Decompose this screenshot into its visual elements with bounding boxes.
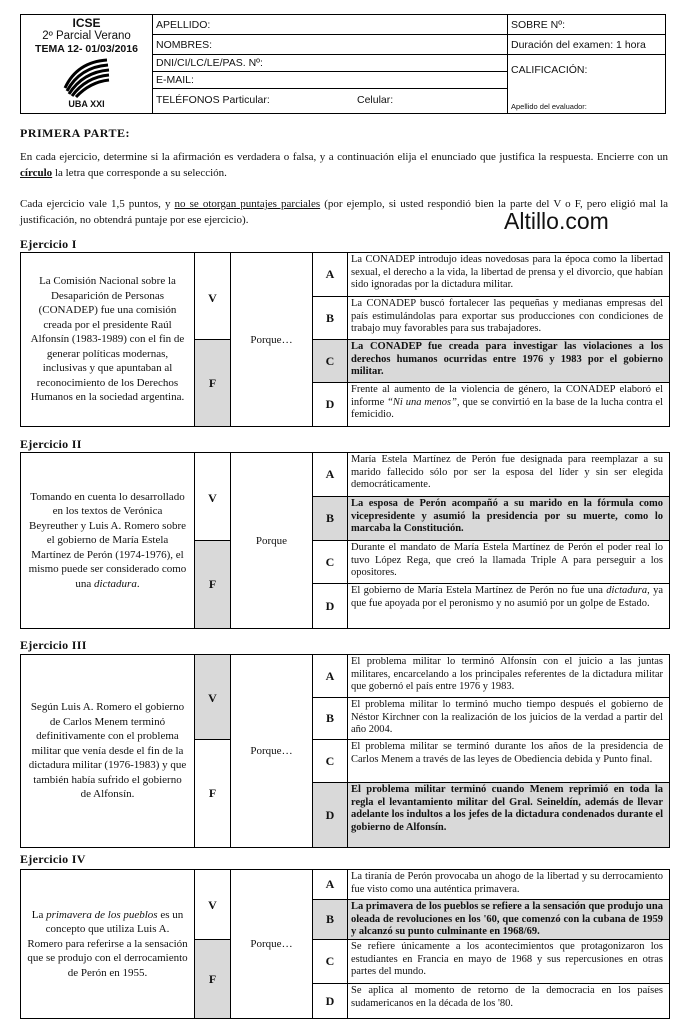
scoring-underline: no se otorgan puntajes parciales: [174, 198, 321, 210]
option-letter[interactable]: C: [313, 940, 348, 983]
option-text: [347, 383, 669, 426]
exam-tema: TEMA 12- 01/03/2016: [35, 43, 138, 55]
duracion-label: Duración del examen: 1 hora: [511, 39, 646, 51]
exercise-2-option-a[interactable]: [313, 453, 669, 497]
sobre-field[interactable]: [507, 15, 665, 35]
nombres-label: NOMBRES:: [156, 39, 213, 51]
option-text: La esposa de Perón acompañó a su marido en la fórmula como vicepresidente y asumió la presidencia por su muerte, como lo marcaba la Constitución.: [351, 498, 663, 534]
option-text: [347, 584, 669, 628]
option-text-part: El gobierno de María Estela Martínez de Perón no fue una: [351, 585, 607, 596]
exercise-3-option-b[interactable]: [313, 698, 669, 740]
option-text: María Estela Martínez de Perón fue designada para reemplazar a su marido fallecido sólo por ser la esposa del líder y sin ser elegida democráticamente.: [351, 454, 663, 490]
exercise-1-option-c[interactable]: [313, 340, 669, 383]
exercise-3-option-d[interactable]: [313, 783, 669, 847]
uba-logo-icon: [63, 58, 111, 98]
exercise-1-false-option[interactable]: F: [195, 340, 231, 426]
exam-info-fields: [507, 15, 665, 113]
exercise-3-true-option[interactable]: V: [195, 655, 231, 740]
celular-label: Celular:: [357, 94, 394, 106]
apellido-field[interactable]: [152, 15, 507, 35]
option-text-part: Frente al aumento de la violencia de género, la CONADEP elaboró el informe: [351, 384, 663, 408]
exercise-1-porque: Porque…: [231, 253, 313, 426]
option-letter[interactable]: D: [313, 584, 348, 628]
option-letter[interactable]: B: [313, 698, 348, 739]
exercise-2-option-b[interactable]: [313, 497, 669, 541]
option-letter[interactable]: A: [313, 870, 348, 899]
telefonos-field[interactable]: [152, 89, 507, 113]
option-letter[interactable]: A: [313, 253, 348, 296]
option-text: La CONADEP fue creada para investigar las violaciones a los derechos humanos ocurridas entre 1976 y 1983 por el gobierno militar.: [351, 341, 663, 377]
option-letter[interactable]: B: [313, 900, 348, 939]
exercise-1-option-b[interactable]: [313, 297, 669, 340]
dni-field[interactable]: [152, 55, 507, 72]
statement-part: Tomando en cuenta lo desarrollado en los textos de Verónica Beyreuther y Luis A. Romero sobre el gobierno de María Estela Martínez de Perón (1974-1976), el mismo puede ser considerado como una: [28, 490, 187, 590]
exercise-2-false-option[interactable]: F: [195, 541, 231, 628]
telefonos-label: TELÉFONOS Particular:: [156, 94, 270, 106]
scoring-text-2: (por ejemplo, si usted respondió bien la parte del V o F, pero eligió mal la justificación, no obtendrá puntaje por ese ejercicio).: [20, 198, 669, 226]
exercise-3-option-a[interactable]: [313, 655, 669, 698]
option-letter[interactable]: C: [313, 740, 348, 782]
exercise-4-statement: [21, 870, 195, 1018]
exercise-2-block: [20, 452, 670, 629]
exercise-1-true-option[interactable]: V: [195, 253, 231, 340]
exercise-3-option-c[interactable]: [313, 740, 669, 783]
exercise-4-true-option[interactable]: V: [195, 870, 231, 940]
option-letter[interactable]: A: [313, 655, 348, 697]
exercise-4-option-b[interactable]: [313, 900, 669, 940]
option-text: La CONADEP introdujo ideas novedosas para la época como la libertad sexual, el derecho a la vida, la libertad de prensa y el divorcio, que habían sido ignoradas por la dictadura militar.: [351, 254, 663, 290]
apellido-label: APELLIDO:: [156, 19, 211, 31]
option-text: El problema militar lo terminó Alfonsín con el juicio a las juntas militares, encarcelando a los principales referentes de la dictadura militar que gobernó el país entre 1976 y 1983.: [351, 656, 663, 692]
statement-part: La: [31, 908, 47, 921]
email-field[interactable]: [152, 72, 507, 89]
section-title: PRIMERA PARTE:: [20, 126, 131, 140]
option-letter[interactable]: D: [313, 383, 348, 426]
exercise-3-porque: Porque…: [231, 655, 313, 847]
exercise-3-false-option[interactable]: F: [195, 740, 231, 847]
exam-period: 2º Parcial Verano: [42, 30, 131, 42]
instructions-underline-1: círculo: [20, 167, 53, 179]
exercise-4-false-option[interactable]: F: [195, 940, 231, 1018]
duracion-field: [507, 35, 665, 55]
exercise-4-option-a[interactable]: [313, 870, 669, 900]
exercise-2-title: Ejercicio II: [20, 437, 82, 451]
email-label: E-MAIL:: [156, 74, 194, 86]
statement-part: es un concepto que utiliza Luis A. Romero para referirse a la sensación que se produjo con el derrocamiento de Perón en 1955.: [27, 908, 188, 979]
option-letter[interactable]: B: [313, 297, 348, 339]
option-text: Se refiere únicamente a los acontecimientos que protagonizaron los estudiantes en Francia en mayo de 1968 y sus repercusiones en otras partes del mundo.: [351, 941, 663, 977]
exercise-2-statement: [21, 453, 195, 628]
exercise-4-option-c[interactable]: [313, 940, 669, 984]
exercise-3-title: Ejercicio III: [20, 638, 87, 652]
exercise-2-option-d[interactable]: [313, 584, 669, 628]
option-text: Durante el mandato de María Estela Martínez de Perón el poder real lo tuvo López Rega, que creó la llamada Triple A para perseguir a los opositores.: [351, 542, 663, 578]
exercise-2-porque: Porque: [231, 453, 313, 628]
option-text: El problema militar terminó cuando Menem reprimió en toda la regla el levantamiento militar del Gral. Seineldín, además de llevar adelante los indultos a los jefes de la dictadura condenados durante el gobierno de Alfonsín.: [351, 784, 663, 833]
exercise-4-option-d[interactable]: [313, 984, 669, 1018]
exercise-4-block: [20, 869, 670, 1019]
student-fields: [152, 15, 508, 113]
sobre-label: SOBRE Nº:: [511, 19, 566, 31]
dni-label: DNI/CI/LC/LE/PAS. Nº:: [156, 57, 263, 69]
option-text: El problema militar se terminó durante los años de la presidencia de Carlos Menem a través de las leyes de Obediencia debida y Punto final.: [351, 741, 663, 765]
exercise-3-statement: Según Luis A. Romero el gobierno de Carlos Menem terminó definitivamente con el problema militar que venía desde el fin de la dictadura militar (1976-1983) y que también había sufrido el gobierno de Alfonsín.: [21, 655, 195, 847]
option-letter[interactable]: D: [313, 783, 348, 847]
option-text: Se aplica al momento de retorno de la democracia en los países sudamericanos en la década de los '80.: [351, 985, 663, 1009]
exercise-1-title: Ejercicio I: [20, 237, 77, 251]
option-text-italic: dictadura: [606, 585, 648, 596]
calificacion-field[interactable]: [507, 55, 665, 113]
institution-name: ICSE: [72, 16, 101, 30]
scoring-text-1: Cada ejercicio vale 1,5 puntos, y: [20, 198, 175, 210]
statement-italic: primavera de los pueblos: [46, 908, 158, 921]
exercise-4-porque: Porque…: [231, 870, 313, 1018]
exam-header: [20, 14, 666, 114]
option-letter[interactable]: C: [313, 541, 348, 583]
option-letter[interactable]: A: [313, 453, 348, 496]
option-text: La CONADEP buscó fortalecer las pequeñas y medianas empresas del país estimulándolas para exportar sus producciones con condiciones de trabajo muy favorables para sus trabajadores.: [351, 298, 663, 334]
option-letter[interactable]: D: [313, 984, 348, 1018]
option-text-italic: “Ni una menos”: [387, 396, 457, 408]
exercise-4-title: Ejercicio IV: [20, 852, 86, 866]
exercise-2-true-option[interactable]: V: [195, 453, 231, 541]
option-text: El problema militar lo terminó mucho tiempo después el gobierno de Néstor Kirchner con la realización de los juicios de la verdad a partir del año 2004.: [351, 699, 663, 735]
statement-italic: dictadura: [94, 577, 137, 590]
exercise-1-option-d[interactable]: [313, 383, 669, 426]
option-text: La tiranía de Perón provocaba un ahogo de la libertad y su derrocamiento fue visto como una auténtica primavera.: [351, 871, 663, 895]
exercise-1-option-a[interactable]: [313, 253, 669, 297]
watermark: Altillo.com: [504, 208, 609, 234]
nombres-field[interactable]: [152, 35, 507, 55]
exercise-1-statement: La Comisión Nacional sobre la Desaparición de Personas (CONADEP) fue una comisión creada por el presidente Raúl Alfonsín (1983-1989) con el fin de generar políticas modernas, inclusivas y que apuntaban al reconocimiento de los Derechos Humanos en la sociedad argentina.: [21, 253, 195, 426]
option-letter[interactable]: C: [313, 340, 348, 382]
option-text-part: , que se convirtió en la base de la lucha contra el femicidio.: [351, 396, 663, 420]
uba-logo-text: UBA XXI: [68, 99, 105, 109]
option-text-part: , ya que fue apoyada por el peronismo y no asumió por un golpe de Estado.: [351, 585, 663, 609]
calificacion-label: CALIFICACIÓN:: [511, 64, 588, 76]
evaluador-label: Apellido del evaluador:: [511, 102, 587, 111]
option-text: La primavera de los pueblos se refiere a la sensación que produjo una oleada de revoluciones en los '60, que comenzó con la cubana de 1959 y alcanzó su punto culminante en 1968/69.: [351, 901, 663, 937]
statement-part: .: [136, 577, 140, 590]
instructions-text-2: la letra que corresponde a su selección.: [52, 167, 227, 179]
instructions-paragraph: [20, 149, 668, 181]
exercise-2-option-c[interactable]: [313, 541, 669, 584]
exercise-3-block: [20, 654, 670, 848]
header-logo-cell: [21, 15, 153, 113]
exercise-1-block: [20, 252, 670, 427]
instructions-text-1: En cada ejercicio, determine si la afirmación es verdadera o falsa, y a continuación elija el enunciado que justifica la respuesta. Encierre con un: [20, 151, 668, 163]
option-letter[interactable]: B: [313, 497, 348, 540]
